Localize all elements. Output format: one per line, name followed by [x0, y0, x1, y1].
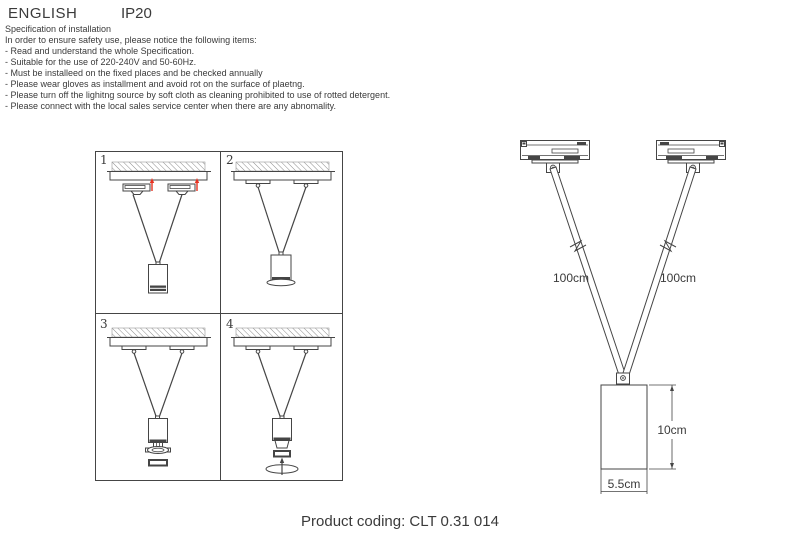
specification-item: - Must be installeed on the fixed places and be checked annually [5, 68, 263, 78]
pendant-lamp [149, 262, 168, 293]
lamp-pivot-bracket [617, 373, 630, 384]
pendant-lamp [149, 416, 168, 448]
rod-length-label-right: 100cm [659, 271, 697, 285]
rotate-arrow-icon [266, 458, 298, 476]
height-dimension-label: 10cm [657, 423, 687, 437]
specification-intro: In order to ensure safety use, please notice the following items: [5, 35, 257, 45]
panel-step-1 [107, 162, 211, 293]
suspension-wire [159, 195, 183, 266]
language-label: ENGLISH [8, 5, 78, 22]
track-adapter [123, 184, 150, 195]
trim-ring [149, 460, 167, 466]
suspension-wire [258, 187, 280, 255]
step-number-3: 3 [100, 317, 108, 331]
installation-steps-figure [95, 151, 343, 481]
rod-length-label-left: 100cm [552, 271, 590, 285]
suspension-wire [258, 353, 281, 419]
track-adapter [168, 184, 195, 195]
specification-item: - Suitable for the use of 220-240V and 50-60Hz. [5, 57, 197, 67]
step-number-1: 1 [100, 153, 108, 167]
lamp-bulb [146, 447, 171, 454]
pendant-lamp [273, 416, 292, 457]
pendant-lamp [267, 252, 295, 286]
suspension-wire [134, 353, 157, 419]
panel-step-4 [231, 328, 335, 475]
suspension-wire [282, 187, 306, 255]
panel-step-3 [107, 328, 211, 466]
dimension-width [601, 469, 647, 494]
suspension-wire [133, 195, 157, 266]
dimension-height [649, 385, 687, 469]
step-number-4: 4 [226, 317, 234, 331]
specification-title: Specification of installation [5, 24, 112, 34]
specification-block [5, 24, 390, 112]
ip-rating-label: IP20 [121, 5, 152, 22]
product-coding: Product coding: CLT 0.31 014 [301, 513, 499, 530]
panel-step-2 [231, 162, 335, 286]
suspension-dimensions-figure [490, 128, 740, 498]
break-mark-icon [660, 241, 676, 251]
specification-item: - Please turn off the lighitng source by soft cloth as cleaning prohibited to use of rotted detergent. [5, 90, 391, 100]
step-number-2: 2 [226, 153, 234, 167]
specification-item: - Please wear gloves as installment and avoid rot on the surface of plaetng. [5, 79, 305, 89]
specification-item: - Read and understand the whole Specification. [5, 46, 195, 56]
suspension-wire [283, 353, 307, 419]
specification-item: - Please connect with the local sales service center when there are any abnomality. [5, 101, 337, 111]
suspension-wire [159, 353, 183, 419]
steps-grid-border [96, 152, 343, 481]
lamp-body [601, 385, 647, 469]
width-dimension-label: 5.5cm [607, 477, 641, 491]
